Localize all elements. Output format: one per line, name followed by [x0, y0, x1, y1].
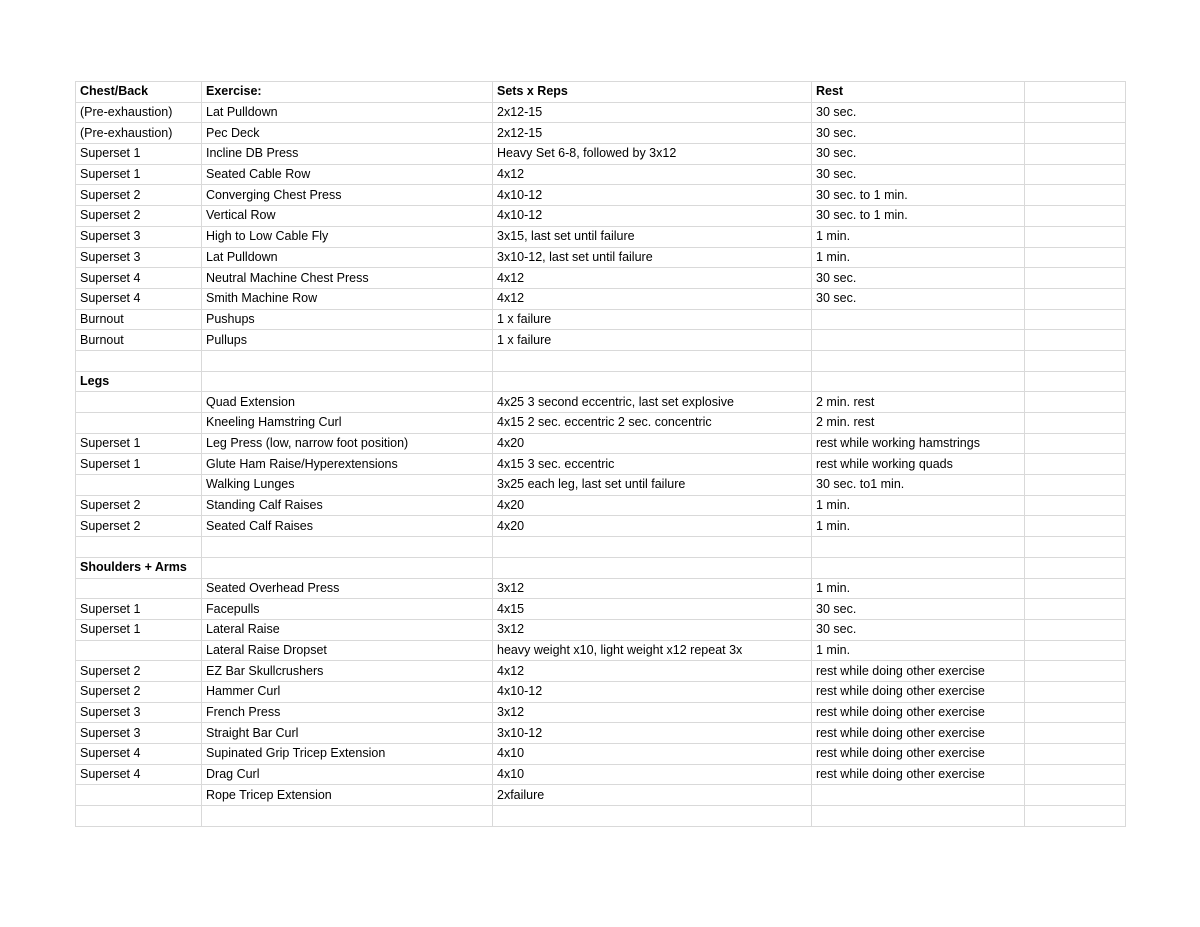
- table-row: [76, 723, 1126, 744]
- group-cell: Burnout: [76, 330, 202, 351]
- group-cell: Superset 1: [76, 619, 202, 640]
- sets-reps-cell: 4x20: [493, 516, 812, 537]
- extra-cell: [1025, 413, 1126, 434]
- exercise-cell: [202, 806, 493, 827]
- extra-cell: [1025, 516, 1126, 537]
- rest-cell: 30 sec.: [812, 599, 1025, 620]
- extra-cell: [1025, 206, 1126, 227]
- header-cell-blank: [1025, 82, 1126, 103]
- rest-cell: 30 sec.: [812, 619, 1025, 640]
- blank-row: [76, 350, 1126, 371]
- exercise-cell: Supinated Grip Tricep Extension: [202, 744, 493, 765]
- table-row: [76, 309, 1126, 330]
- sets-reps-cell: 4x15 3 sec. eccentric: [493, 454, 812, 475]
- rest-cell: 30 sec. to 1 min.: [812, 185, 1025, 206]
- group-cell: [76, 350, 202, 371]
- group-cell: Superset 2: [76, 681, 202, 702]
- sets-reps-cell: 3x12: [493, 619, 812, 640]
- exercise-cell: Drag Curl: [202, 764, 493, 785]
- rest-cell: rest while working hamstrings: [812, 433, 1025, 454]
- rest-cell: [812, 330, 1025, 351]
- exercise-cell: Vertical Row: [202, 206, 493, 227]
- header-cell-rest: Rest: [812, 82, 1025, 103]
- section-header-cell: Legs: [76, 371, 202, 392]
- group-cell: Superset 1: [76, 164, 202, 185]
- group-cell: [76, 537, 202, 558]
- extra-cell: [1025, 350, 1126, 371]
- sets-reps-cell: [493, 371, 812, 392]
- exercise-cell: Incline DB Press: [202, 144, 493, 165]
- rest-cell: [812, 350, 1025, 371]
- sets-reps-cell: [493, 537, 812, 558]
- group-cell: Superset 1: [76, 433, 202, 454]
- rest-cell: 1 min.: [812, 495, 1025, 516]
- exercise-cell: Pullups: [202, 330, 493, 351]
- table-row: [76, 599, 1126, 620]
- exercise-cell: Kneeling Hamstring Curl: [202, 413, 493, 434]
- group-cell: [76, 475, 202, 496]
- rest-cell: 30 sec.: [812, 268, 1025, 289]
- group-cell: Superset 2: [76, 661, 202, 682]
- group-cell: Burnout: [76, 309, 202, 330]
- table-row: [76, 288, 1126, 309]
- group-cell: Superset 1: [76, 454, 202, 475]
- rest-cell: rest while doing other exercise: [812, 744, 1025, 765]
- sets-reps-cell: 1 x failure: [493, 330, 812, 351]
- exercise-cell: Lateral Raise: [202, 619, 493, 640]
- group-cell: (Pre-exhaustion): [76, 102, 202, 123]
- exercise-cell: Walking Lunges: [202, 475, 493, 496]
- extra-cell: [1025, 640, 1126, 661]
- section-header-row: [76, 557, 1126, 578]
- exercise-cell: High to Low Cable Fly: [202, 226, 493, 247]
- exercise-cell: Hammer Curl: [202, 681, 493, 702]
- extra-cell: [1025, 288, 1126, 309]
- table-row: [76, 681, 1126, 702]
- exercise-cell: [202, 537, 493, 558]
- group-cell: [76, 578, 202, 599]
- rest-cell: rest while doing other exercise: [812, 681, 1025, 702]
- extra-cell: [1025, 495, 1126, 516]
- sets-reps-cell: 4x15: [493, 599, 812, 620]
- sets-reps-cell: 1 x failure: [493, 309, 812, 330]
- exercise-cell: Smith Machine Row: [202, 288, 493, 309]
- extra-cell: [1025, 371, 1126, 392]
- rest-cell: 2 min. rest: [812, 392, 1025, 413]
- extra-cell: [1025, 164, 1126, 185]
- exercise-cell: Standing Calf Raises: [202, 495, 493, 516]
- group-cell: Superset 4: [76, 268, 202, 289]
- rest-cell: 30 sec.: [812, 144, 1025, 165]
- blank-row: [76, 537, 1126, 558]
- sets-reps-cell: 4x12: [493, 268, 812, 289]
- exercise-cell: Seated Cable Row: [202, 164, 493, 185]
- section-header-cell: Shoulders + Arms: [76, 557, 202, 578]
- table-row: [76, 619, 1126, 640]
- sets-reps-cell: heavy weight x10, light weight x12 repeat 3x: [493, 640, 812, 661]
- rest-cell: 1 min.: [812, 226, 1025, 247]
- rest-cell: [812, 785, 1025, 806]
- rest-cell: [812, 557, 1025, 578]
- group-cell: [76, 413, 202, 434]
- group-cell: Superset 4: [76, 288, 202, 309]
- extra-cell: [1025, 557, 1126, 578]
- group-cell: Superset 2: [76, 206, 202, 227]
- rest-cell: rest while working quads: [812, 454, 1025, 475]
- group-cell: (Pre-exhaustion): [76, 123, 202, 144]
- table-row: [76, 640, 1126, 661]
- exercise-cell: Converging Chest Press: [202, 185, 493, 206]
- extra-cell: [1025, 661, 1126, 682]
- table-row: [76, 516, 1126, 537]
- rest-cell: [812, 371, 1025, 392]
- sets-reps-cell: 2x12-15: [493, 102, 812, 123]
- table-row: [76, 495, 1126, 516]
- exercise-cell: Seated Calf Raises: [202, 516, 493, 537]
- table-row: [76, 764, 1126, 785]
- sets-reps-cell: 4x20: [493, 495, 812, 516]
- extra-cell: [1025, 744, 1126, 765]
- exercise-cell: Neutral Machine Chest Press: [202, 268, 493, 289]
- rest-cell: 30 sec.: [812, 102, 1025, 123]
- workout-table: [75, 81, 1126, 827]
- header-cell-exercise: Exercise:: [202, 82, 493, 103]
- table-row: [76, 206, 1126, 227]
- rest-cell: 1 min.: [812, 578, 1025, 599]
- table-row: [76, 744, 1126, 765]
- rest-cell: 30 sec.: [812, 164, 1025, 185]
- extra-cell: [1025, 330, 1126, 351]
- table-row: [76, 247, 1126, 268]
- group-cell: Superset 1: [76, 144, 202, 165]
- group-cell: [76, 640, 202, 661]
- table-row: [76, 102, 1126, 123]
- table-row: [76, 433, 1126, 454]
- blank-row: [76, 806, 1126, 827]
- exercise-cell: Seated Overhead Press: [202, 578, 493, 599]
- rest-cell: [812, 806, 1025, 827]
- exercise-cell: Lat Pulldown: [202, 102, 493, 123]
- table-row: [76, 578, 1126, 599]
- sets-reps-cell: 4x10: [493, 764, 812, 785]
- group-cell: Superset 2: [76, 495, 202, 516]
- sets-reps-cell: 4x10-12: [493, 185, 812, 206]
- group-cell: [76, 806, 202, 827]
- extra-cell: [1025, 102, 1126, 123]
- extra-cell: [1025, 144, 1126, 165]
- sets-reps-cell: 3x12: [493, 578, 812, 599]
- exercise-cell: Leg Press (low, narrow foot position): [202, 433, 493, 454]
- table-row: [76, 454, 1126, 475]
- table-row: [76, 226, 1126, 247]
- exercise-cell: Lat Pulldown: [202, 247, 493, 268]
- group-cell: Superset 1: [76, 599, 202, 620]
- sets-reps-cell: 4x12: [493, 288, 812, 309]
- group-cell: Superset 2: [76, 516, 202, 537]
- extra-cell: [1025, 309, 1126, 330]
- exercise-cell: Quad Extension: [202, 392, 493, 413]
- extra-cell: [1025, 578, 1126, 599]
- extra-cell: [1025, 433, 1126, 454]
- exercise-cell: Straight Bar Curl: [202, 723, 493, 744]
- header-cell-group: Chest/Back: [76, 82, 202, 103]
- exercise-cell: Glute Ham Raise/Hyperextensions: [202, 454, 493, 475]
- sets-reps-cell: 4x15 2 sec. eccentric 2 sec. concentric: [493, 413, 812, 434]
- group-cell: Superset 4: [76, 744, 202, 765]
- table-row: [76, 475, 1126, 496]
- sets-reps-cell: 4x10: [493, 744, 812, 765]
- extra-cell: [1025, 475, 1126, 496]
- exercise-cell: Facepulls: [202, 599, 493, 620]
- sets-reps-cell: 3x10-12, last set until failure: [493, 247, 812, 268]
- sets-reps-cell: 3x15, last set until failure: [493, 226, 812, 247]
- group-cell: Superset 4: [76, 764, 202, 785]
- sets-reps-cell: [493, 350, 812, 371]
- table-row: [76, 413, 1126, 434]
- extra-cell: [1025, 392, 1126, 413]
- rest-cell: rest while doing other exercise: [812, 723, 1025, 744]
- sets-reps-cell: 3x10-12: [493, 723, 812, 744]
- rest-cell: 30 sec. to 1 min.: [812, 206, 1025, 227]
- table-row: [76, 330, 1126, 351]
- table-row: [76, 785, 1126, 806]
- rest-cell: 2 min. rest: [812, 413, 1025, 434]
- sets-reps-cell: 3x12: [493, 702, 812, 723]
- rest-cell: 30 sec.: [812, 123, 1025, 144]
- exercise-cell: [202, 557, 493, 578]
- extra-cell: [1025, 785, 1126, 806]
- rest-cell: 1 min.: [812, 247, 1025, 268]
- group-cell: Superset 3: [76, 226, 202, 247]
- extra-cell: [1025, 268, 1126, 289]
- extra-cell: [1025, 681, 1126, 702]
- group-cell: [76, 392, 202, 413]
- header-cell-sets-reps: Sets x Reps: [493, 82, 812, 103]
- rest-cell: [812, 537, 1025, 558]
- table-row: [76, 164, 1126, 185]
- sets-reps-cell: 2xfailure: [493, 785, 812, 806]
- sets-reps-cell: 3x25 each leg, last set until failure: [493, 475, 812, 496]
- extra-cell: [1025, 599, 1126, 620]
- extra-cell: [1025, 247, 1126, 268]
- table-row: [76, 123, 1126, 144]
- rest-cell: rest while doing other exercise: [812, 702, 1025, 723]
- table-row: [76, 144, 1126, 165]
- rest-cell: 1 min.: [812, 516, 1025, 537]
- table-row: [76, 268, 1126, 289]
- sets-reps-cell: 2x12-15: [493, 123, 812, 144]
- exercise-cell: Pec Deck: [202, 123, 493, 144]
- table-row: [76, 185, 1126, 206]
- section-header-row: [76, 371, 1126, 392]
- sets-reps-cell: [493, 806, 812, 827]
- sets-reps-cell: Heavy Set 6-8, followed by 3x12: [493, 144, 812, 165]
- group-cell: [76, 785, 202, 806]
- exercise-cell: Lateral Raise Dropset: [202, 640, 493, 661]
- sets-reps-cell: 4x20: [493, 433, 812, 454]
- rest-cell: 1 min.: [812, 640, 1025, 661]
- rest-cell: 30 sec.: [812, 288, 1025, 309]
- table-row: [76, 661, 1126, 682]
- extra-cell: [1025, 806, 1126, 827]
- exercise-cell: Pushups: [202, 309, 493, 330]
- workout-table-body: [76, 82, 1126, 827]
- extra-cell: [1025, 723, 1126, 744]
- group-cell: Superset 2: [76, 185, 202, 206]
- group-cell: Superset 3: [76, 247, 202, 268]
- rest-cell: 30 sec. to1 min.: [812, 475, 1025, 496]
- rest-cell: rest while doing other exercise: [812, 764, 1025, 785]
- extra-cell: [1025, 764, 1126, 785]
- exercise-cell: Rope Tricep Extension: [202, 785, 493, 806]
- sets-reps-cell: 4x12: [493, 164, 812, 185]
- extra-cell: [1025, 226, 1126, 247]
- group-cell: Superset 3: [76, 723, 202, 744]
- exercise-cell: French Press: [202, 702, 493, 723]
- group-cell: Superset 3: [76, 702, 202, 723]
- rest-cell: [812, 309, 1025, 330]
- header-row: [76, 82, 1126, 103]
- table-row: [76, 392, 1126, 413]
- extra-cell: [1025, 702, 1126, 723]
- extra-cell: [1025, 619, 1126, 640]
- extra-cell: [1025, 537, 1126, 558]
- sets-reps-cell: 4x25 3 second eccentric, last set explosive: [493, 392, 812, 413]
- sets-reps-cell: 4x12: [493, 661, 812, 682]
- extra-cell: [1025, 123, 1126, 144]
- exercise-cell: EZ Bar Skullcrushers: [202, 661, 493, 682]
- exercise-cell: [202, 371, 493, 392]
- extra-cell: [1025, 185, 1126, 206]
- sets-reps-cell: 4x10-12: [493, 681, 812, 702]
- rest-cell: rest while doing other exercise: [812, 661, 1025, 682]
- sets-reps-cell: 4x10-12: [493, 206, 812, 227]
- extra-cell: [1025, 454, 1126, 475]
- exercise-cell: [202, 350, 493, 371]
- sets-reps-cell: [493, 557, 812, 578]
- table-row: [76, 702, 1126, 723]
